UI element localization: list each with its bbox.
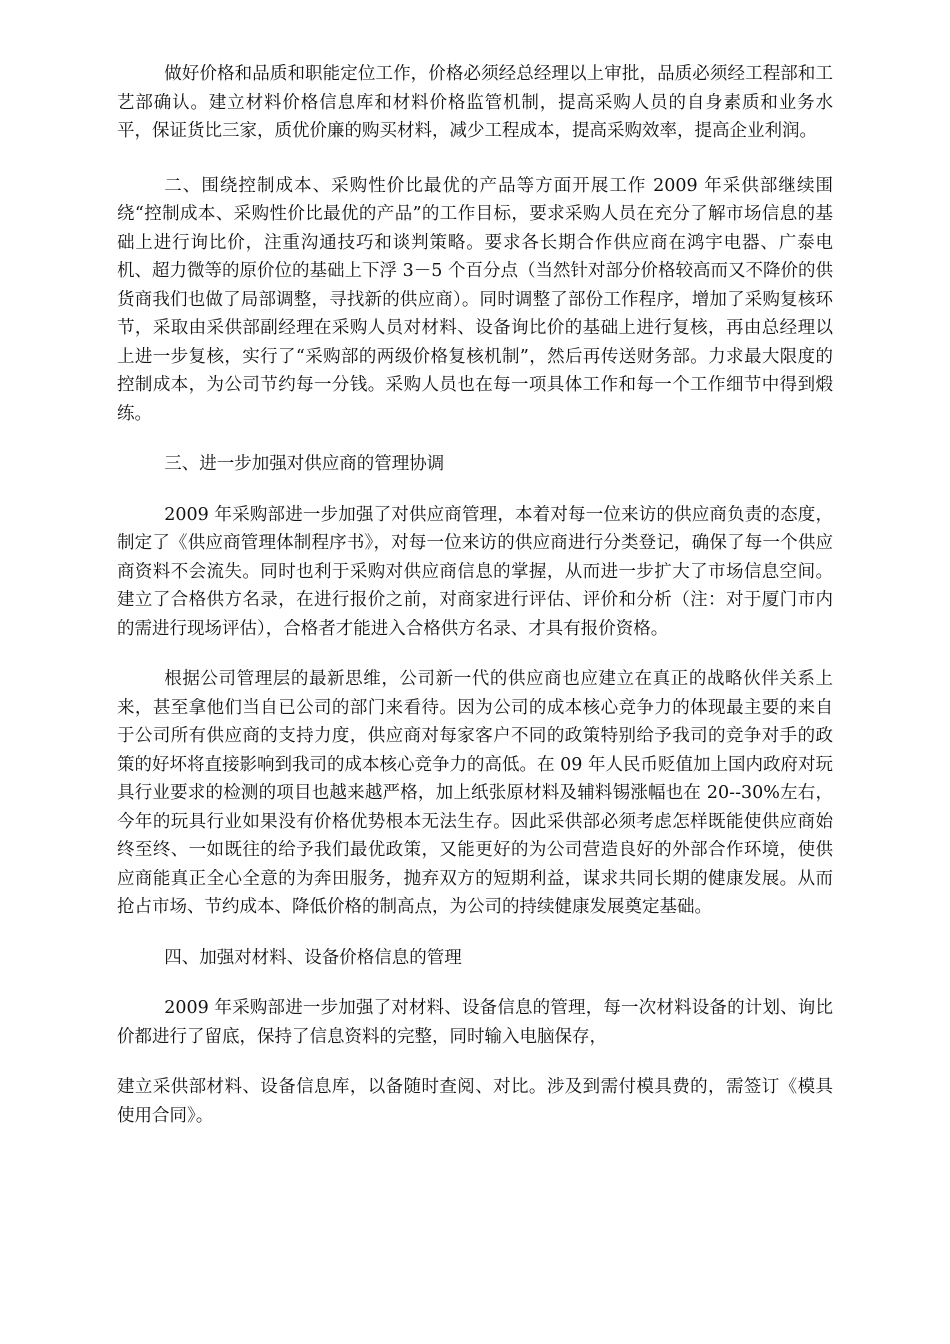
paragraph-pricing-quality: 做好价格和品质和职能定位工作，价格必须经总经理以上审批，品质必须经工程部和工艺部确认。建立材料价格信息库和材料价格监管机制，提高采购人员的自身素质和业务水平，保证货比三家，质优价廉的购买材料，减少工程成本，提高采购效率，提高企业利润。 xyxy=(117,64,833,141)
paragraph-price-information: 2009 年采购部进一步加强了对材料、设备信息的管理，每一次材料设备的计划、询比价都进行了留底，保持了信息资料的完整，同时输入电脑保存， xyxy=(117,998,833,1047)
section-heading-price-information: 四、加强对材料、设备价格信息的管理 xyxy=(164,947,462,968)
paragraph-supplier-management: 2009 年采购部进一步加强了对供应商管理，本着对每一位来访的供应商负责的态度，制定了《供应商管理体制程序书》，对每一位来访的供应商进行分类登记，确保了每一个供应商资料不会流失。同时也利于采购对供应商信息的掌握，从而进一步扩大了市场信息空间。建立了合格供方名录，在进行报价之前，对商家进行评估、评价和分析（注：对于厦门市内的需进行现场评估），合格者才能进入合格供方名录、才具有报价资格。 xyxy=(117,504,833,639)
paragraph-cost-control: 二、围绕控制成本、采购性价比最优的产品等方面开展工作 2009 年采供部继续围绕“控制成本、采购性价比最优的产品”的工作目标，要求采购人员在充分了解市场信息的基础上进行询比价，注重沟通技巧和谈判策略。要求各长期合作供应商在鸿宇电器、广泰电机、超力微等的原价位的基础上下浮 3－5 个百分点（当然针对部分价格较高而又不降价的供货商我们也做了局部调整，寻找新的供应商）。同时调整了部份工作程序，增加了采购复核环节，采取由采供部副经理在采购人员对材料、设备询比价的基础上进行复核，再由总经理以上进一步复核，实行了“采购部的两级价格复核机制”，然后再传送财务部。力求最大限度的控制成本，为公司节约每一分钱。采购人员也在每一项具体工作和每一个工作细节中得到煅练。 xyxy=(117,175,833,424)
paragraph-strategic-partnership: 根据公司管理层的最新思维，公司新一代的供应商也应建立在真正的战略伙伴关系上来，甚至拿他们当自已公司的部门来看待。因为公司的成本核心竞争力的体现最主要的来自于公司所有供应商的支持力度，供应商对每家客户不同的政策特别给予我司的竞争对手的政策的好坏将直接影响到我司的成本核心竞争力的高低。在 09 年人民币贬值加上国内政府对玩具行业要求的检测的项目也越来越严格，加上纸张原材料及辅料锡涨幅也在 20--30%左右，今年的玩具行业如果没有价格优势根本无法生存。因此采供部必须考虑怎样既能使供应商始终至终、一如既往的给予我们最优政策，又能更好的为公司营造良好的外部合作环境，使供应商能真正全心全意的为奔田服务，抛弃双方的短期利益，谋求共同长期的健康发展。从而抢占市场、节约成本、降低价格的制高点，为公司的持续健康发展奠定基础。 xyxy=(117,669,833,917)
paragraph-info-database: 建立采供部材料、设备信息库，以备随时查阅、对比。涉及到需付模具费的，需签订《模具使用合同》。 xyxy=(117,1077,833,1126)
document-page xyxy=(117,60,833,1152)
section-heading-supplier-management: 三、进一步加强对供应商的管理协调 xyxy=(164,454,445,474)
